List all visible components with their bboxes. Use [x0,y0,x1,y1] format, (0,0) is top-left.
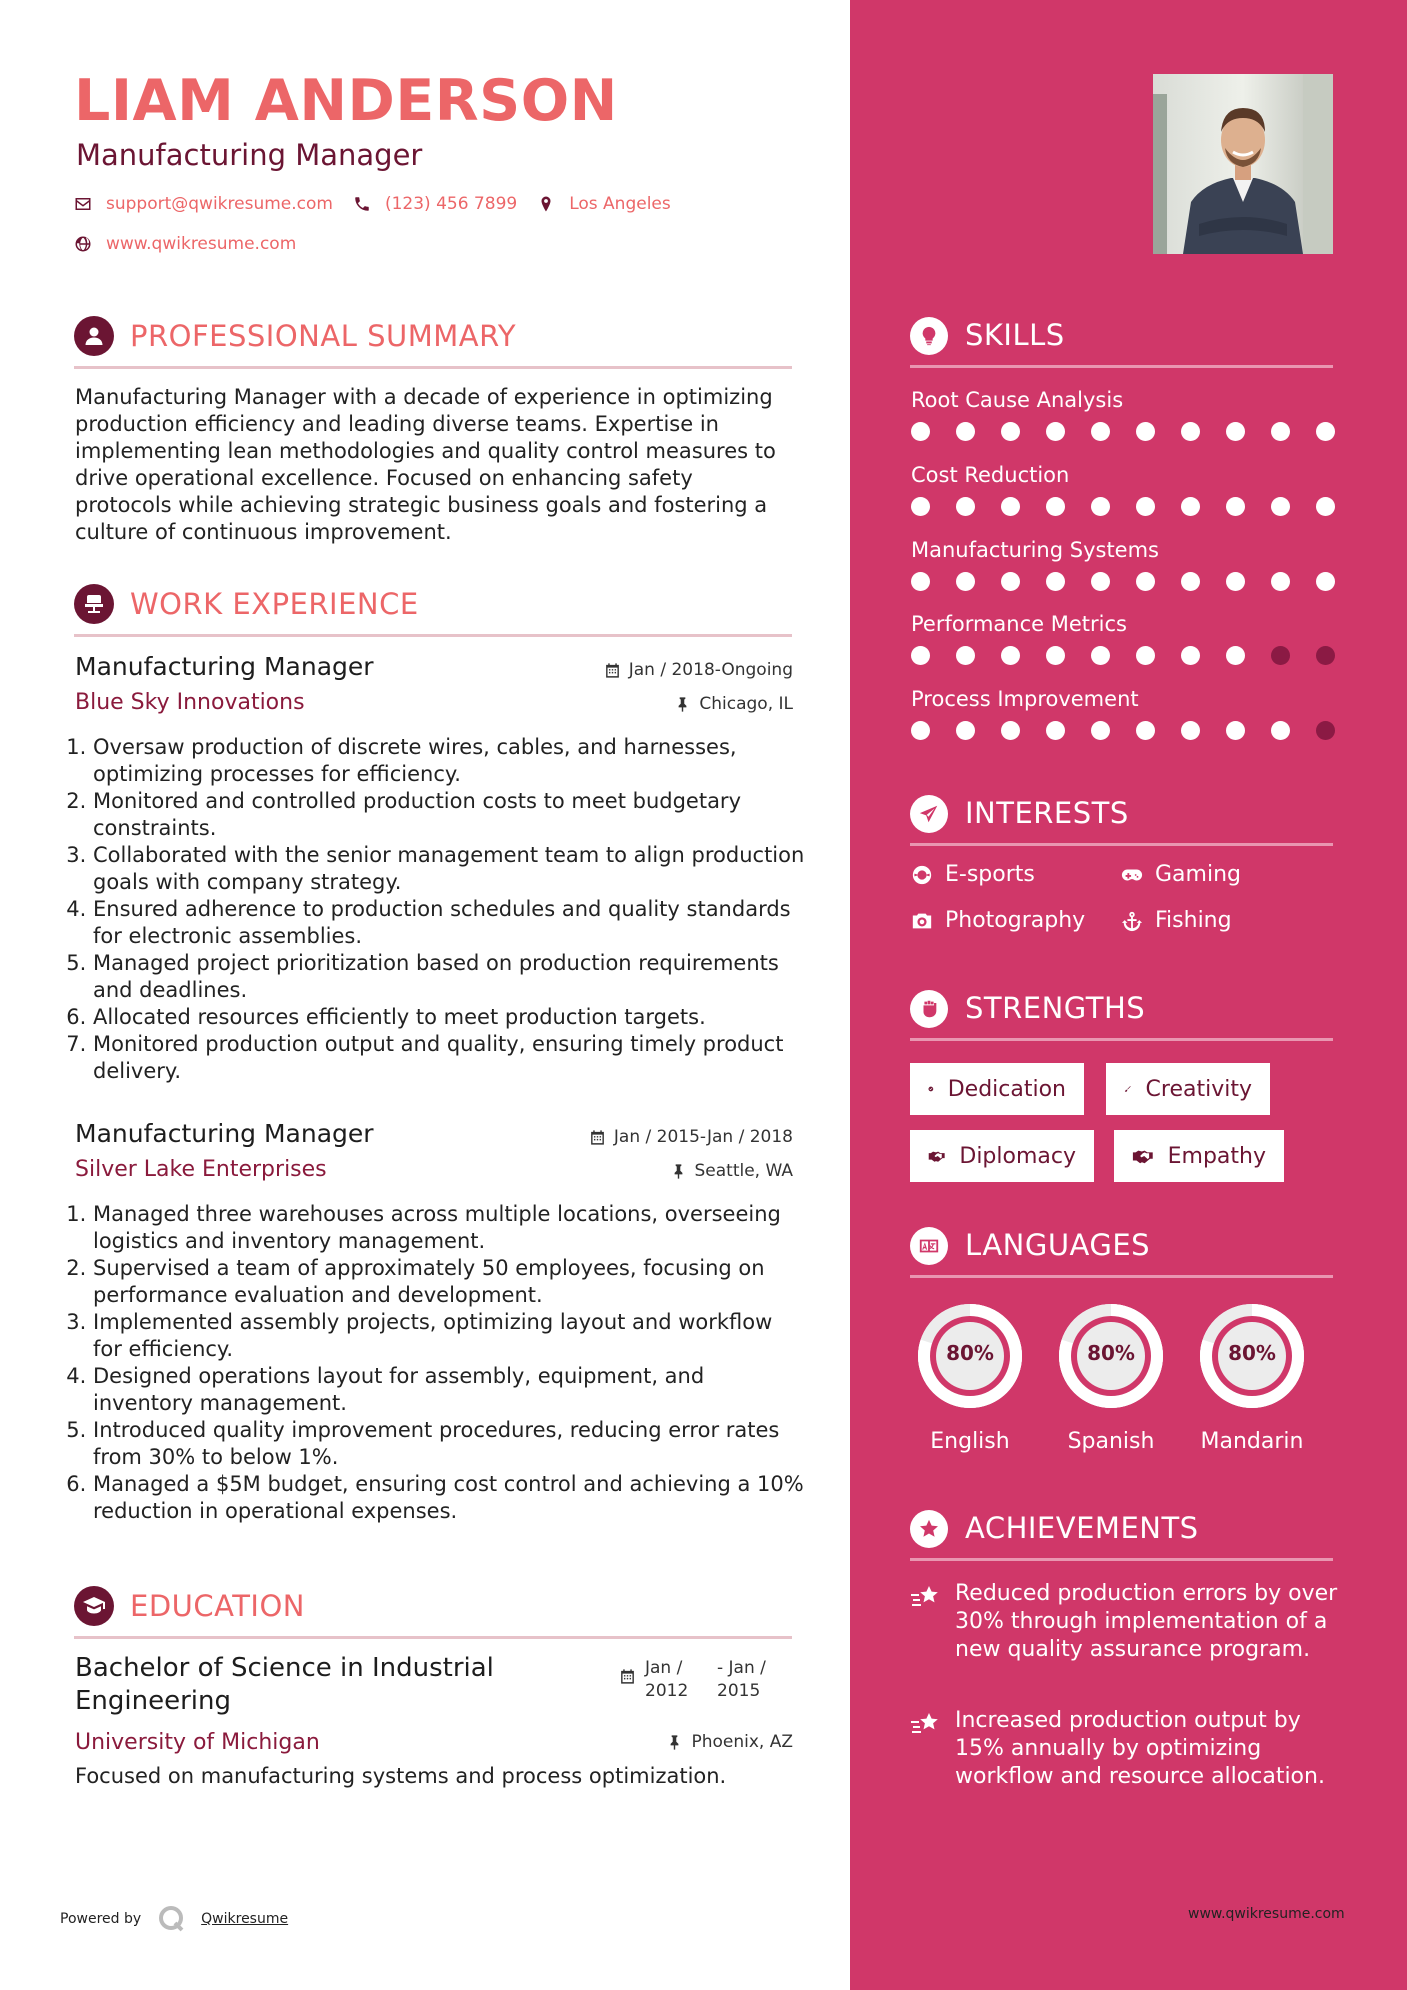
skill-label: Performance Metrics [911,612,1127,636]
rating-dot-filled [1091,721,1110,740]
gamepad-icon [1121,864,1143,886]
skill-item [911,612,1331,682]
education-heading [74,1586,792,1640]
strength-label: Diplomacy [959,1143,1076,1169]
job-entry [75,1119,804,1539]
interests-heading [910,795,1333,845]
calendar-icon [619,1668,636,1685]
job-role: Manufacturing Manager [75,1119,374,1148]
rating-dot-filled [1181,422,1200,441]
education-start: Jan / 2012 [645,1658,689,1701]
rating-dot-filled [1226,646,1245,665]
rating-dot-filled [1001,721,1020,740]
skill-item [911,463,1331,533]
rating-dot-filled [1226,721,1245,740]
website-text: www.qwikresume.com [106,234,297,254]
strength-badge [910,1130,1094,1182]
rating-dot-filled [1316,572,1335,591]
summary-divider [74,366,792,369]
footer-url[interactable]: www.qwikresume.com [1188,1906,1345,1922]
skills-divider [910,365,1333,368]
strengths-heading [910,990,1333,1040]
contact-email[interactable] [74,194,333,214]
lifebuoy-icon [911,864,933,886]
fist-icon [910,990,948,1028]
map-pin-icon [537,195,555,213]
candidate-name: LIAM ANDERSON [74,68,618,134]
rating-dot-filled [1316,497,1335,516]
education-title: EDUCATION [130,1589,306,1623]
rating-dot-filled [1181,497,1200,516]
skill-item [911,687,1331,757]
list-item: 7. Monitored production output and quality, ensuring timely product delivery. [93,1031,805,1085]
school-name: University of Michigan [75,1730,320,1755]
rating-dot-filled [956,572,975,591]
rating-dot-filled [911,422,930,441]
list-item: 3. Implemented assembly projects, optimizing layout and workflow for efficiency. [93,1309,805,1363]
rating-dot-filled [1091,422,1110,441]
skills-heading [910,317,1333,367]
job-company: Blue Sky Innovations [75,690,305,715]
languages-title: LANGUAGES [965,1228,1151,1262]
profile-photo-illustration [1153,74,1333,254]
pushpin-icon [670,1163,687,1180]
experience-heading [74,584,792,638]
job-dates [589,1127,793,1147]
language-percent: 80% [1087,1341,1135,1365]
education-location-text: Phoenix, AZ [691,1732,793,1752]
skill-rating [911,572,1331,592]
email-text: support@qwikresume.com [106,194,333,214]
star-badge-icon [910,1510,948,1548]
achievement-text: Reduced production errors by over 30% through implementation of a new quality assurance program. [955,1581,1338,1662]
rating-dot-filled [911,497,930,516]
rating-dot-filled [1001,497,1020,516]
rating-dot-filled [1046,497,1065,516]
rating-dot-filled [1046,646,1065,665]
interest-item [1121,908,1232,933]
education-end: - Jan / 2015 [717,1658,766,1701]
achievement-item [910,1707,1340,1797]
rating-dot-filled [1181,646,1200,665]
summary-title: PROFESSIONAL SUMMARY [130,319,517,353]
rating-dot-filled [1001,646,1020,665]
rating-dot-filled [1271,422,1290,441]
rating-dot-filled [1046,572,1065,591]
interest-label: Photography [945,908,1086,933]
rating-dot-empty [1316,721,1335,740]
rating-dot-filled [956,646,975,665]
shooting-star-icon [910,1584,942,1612]
skill-rating [911,497,1331,517]
list-item: 5. Managed project prioritization based on production requirements and deadlines. [93,950,805,1004]
strengths-title: STRENGTHS [965,991,1146,1025]
list-item: 2. Supervised a team of approximately 50 employees, focusing on performance evaluation and development. [93,1255,805,1309]
brush-icon [1124,1078,1132,1100]
camera-icon [911,910,933,932]
summary-heading [74,316,792,370]
achievements-title: ACHIEVEMENTS [965,1511,1199,1545]
language-name: English [930,1429,1010,1454]
rating-dot-filled [1001,572,1020,591]
language-icon [910,1227,948,1265]
paper-plane-icon [910,795,948,833]
list-item: 4. Designed operations layout for assembly, equipment, and inventory management. [93,1363,805,1417]
briefcase-chair-icon [74,584,114,624]
lightbulb-icon [910,317,948,355]
job-dates-text: Jan / 2018-Ongoing [628,660,793,680]
achievements-divider [910,1558,1333,1561]
rating-dot-filled [1091,497,1110,516]
rating-dot-filled [1136,721,1155,740]
anchor-icon [1121,910,1143,932]
rating-dot-filled [1181,721,1200,740]
language-name: Mandarin [1200,1429,1304,1454]
languages-heading [910,1227,1333,1277]
strength-label: Dedication [947,1076,1066,1102]
graduation-cap-icon [74,1586,114,1626]
rating-dot-filled [1271,497,1290,516]
rating-dot-empty [1316,646,1335,665]
job-dates [604,660,793,680]
rating-dot-filled [1046,721,1065,740]
achievement-item [910,1580,1340,1692]
job-location-text: Chicago, IL [699,694,793,714]
interest-label: Fishing [1155,908,1232,933]
skill-label: Manufacturing Systems [911,538,1159,562]
rating-dot-filled [1091,646,1110,665]
rating-dot-filled [1226,497,1245,516]
pushpin-icon [666,1734,683,1751]
contact-location [537,194,671,214]
interest-item [911,862,1035,887]
interest-label: E-sports [945,862,1035,887]
contact-row [74,194,691,214]
job-bullets [67,1201,805,1525]
language-percent: 80% [1228,1341,1276,1365]
rating-dot-filled [1271,721,1290,740]
rating-dot-filled [1316,422,1335,441]
globe-icon [74,235,92,253]
strength-badge [910,1063,1084,1115]
rating-dot-filled [911,646,930,665]
handshake-icon [1132,1145,1154,1167]
list-item: 6. Allocated resources efficiently to meet production targets. [93,1004,805,1031]
profile-photo [1153,74,1333,254]
language-name: Spanish [1067,1429,1155,1454]
interest-item [911,908,1085,933]
job-location [670,1161,794,1181]
skill-rating [911,721,1331,741]
rating-dot-filled [1136,646,1155,665]
education-entry [75,1652,793,1802]
calendar-icon [604,662,621,679]
user-icon [74,316,114,356]
shooting-star-icon [910,1711,942,1739]
job-company: Silver Lake Enterprises [75,1157,327,1182]
degree-title: Bachelor of Science in Industrial Engineering [75,1653,494,1716]
rating-dot-filled [1091,572,1110,591]
interests-divider [910,843,1333,846]
rating-dot-filled [1136,497,1155,516]
strength-label: Empathy [1167,1143,1266,1169]
list-item: 2. Monitored and controlled production costs to meet budgetary constraints. [93,788,805,842]
skill-rating [911,422,1331,442]
pushpin-icon [674,696,691,713]
rating-dot-filled [1181,572,1200,591]
phone-text: (123) 456 7899 [384,194,518,214]
rating-dot-filled [956,497,975,516]
rating-dot-filled [911,572,930,591]
interests-title: INTERESTS [965,796,1129,830]
qwikresume-logo-icon [157,1904,187,1934]
languages-divider [910,1275,1333,1278]
powered-by-label: Powered by [60,1911,142,1927]
job-entry [75,652,805,1092]
skill-label: Process Improvement [911,687,1139,711]
calendar-icon [589,1129,606,1146]
experience-title: WORK EXPERIENCE [130,587,419,621]
job-role: Manufacturing Manager [75,652,374,681]
list-item: 6. Managed a $5M budget, ensuring cost control and achieving a 10% reduction in operational expenses. [93,1471,805,1525]
interest-label: Gaming [1155,862,1241,887]
job-bullets [67,734,805,1085]
list-item: 4. Ensured adherence to production schedules and quality standards for electronic assemblies. [93,896,805,950]
job-dates-text: Jan / 2015-Jan / 2018 [613,1127,793,1147]
location-text: Los Angeles [569,194,671,214]
job-location [674,694,793,714]
handshake-icon [928,1145,945,1167]
language-percent: 80% [946,1341,994,1365]
summary-text: Manufacturing Manager with a decade of experience in optimizing production efficiency and leading diverse teams. Expertise in implementing lean methodologies and quality control measures to drive operational excellence. Focused on enhancing safety protocols while achieving strategic business goals and fostering a culture of continuous improvement. [75,385,776,544]
achievements-heading [910,1510,1333,1560]
rating-dot-filled [1226,572,1245,591]
contact-phone[interactable] [353,194,517,214]
check-circle-icon [928,1078,934,1100]
strengths-divider [910,1038,1333,1041]
strength-badge [1114,1130,1284,1182]
rating-dot-filled [1136,422,1155,441]
rating-dot-filled [1001,422,1020,441]
rating-dot-filled [956,721,975,740]
education-description: Focused on manufacturing systems and process optimization. [75,1764,727,1788]
contact-website[interactable] [74,234,316,254]
candidate-title: Manufacturing Manager [76,138,423,172]
language-item [909,1295,1031,1455]
skill-label: Root Cause Analysis [911,388,1124,412]
rating-dot-filled [1136,572,1155,591]
strength-badge [1106,1063,1270,1115]
phone-icon [353,195,371,213]
list-item: 1. Managed three warehouses across multiple locations, overseeing logistics and inventory management. [93,1201,805,1255]
rating-dot-empty [1271,646,1290,665]
powered-by-brand[interactable]: Qwikresume [201,1911,289,1927]
rating-dot-filled [956,422,975,441]
rating-dot-filled [1046,422,1065,441]
experience-divider [74,634,792,637]
skill-rating [911,646,1331,666]
powered-by [60,1904,288,1934]
strength-label: Creativity [1145,1076,1252,1102]
language-item [1050,1295,1172,1455]
skill-item [911,538,1331,608]
skills-title: SKILLS [965,318,1065,352]
list-item: 5. Introduced quality improvement procedures, reducing error rates from 30% to below 1%. [93,1417,805,1471]
skill-item [911,388,1331,458]
rating-dot-filled [1271,572,1290,591]
envelope-icon [74,195,92,213]
skill-label: Cost Reduction [911,463,1070,487]
interest-item [1121,862,1241,887]
rating-dot-filled [911,721,930,740]
education-divider [74,1636,792,1639]
language-item [1191,1295,1313,1455]
rating-dot-filled [1226,422,1245,441]
achievement-text: Increased production output by 15% annually by optimizing workflow and resource allocation. [955,1708,1325,1789]
education-location [666,1732,793,1752]
job-location-text: Seattle, WA [694,1161,793,1181]
list-item: 3. Collaborated with the senior management team to align production goals with company strategy. [93,842,805,896]
list-item: 1. Oversaw production of discrete wires, cables, and harnesses, optimizing processes for efficiency. [93,734,805,788]
